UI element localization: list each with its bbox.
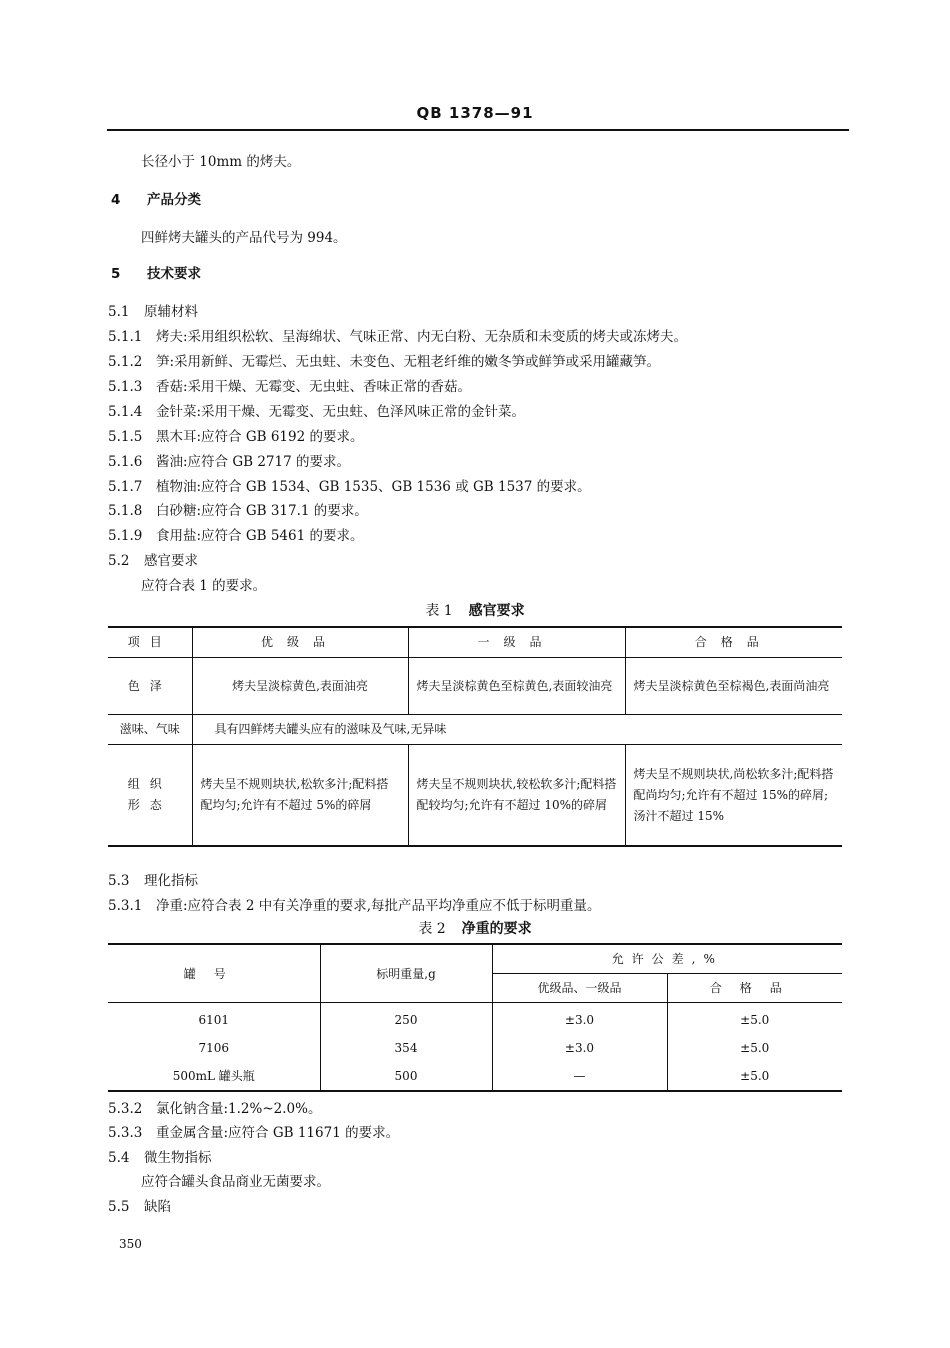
- clause-5-1-6: 5.1.6 酱油:应符合 GB 2717 的要求。: [108, 454, 350, 470]
- section-title: 理化指标: [144, 873, 198, 889]
- section-5-2-body: 应符合表 1 的要求。: [141, 578, 267, 594]
- clause-5-1-5: 5.1.5 黑木耳:应符合 GB 6192 的要求。: [108, 429, 364, 445]
- table-cell: ±5.0: [667, 1003, 842, 1035]
- header-cell: 优级品: [192, 627, 408, 658]
- doc-header: QB 1378—91: [416, 104, 534, 122]
- section-number: 5.1: [108, 304, 130, 320]
- section-4-heading: [111, 188, 201, 208]
- caption-number: 表 1: [425, 603, 453, 619]
- clause-5-1-9: 5.1.9 食用盐:应符合 GB 5461 的要求。: [108, 528, 364, 544]
- table-cell: 500mL 罐头瓶: [108, 1062, 320, 1091]
- header-cell: 允许公差,%: [492, 944, 842, 974]
- section-5-3-heading: [108, 869, 198, 889]
- table-row: [108, 658, 842, 715]
- table-row: [108, 1062, 842, 1091]
- table-cell: ±3.0: [492, 1003, 667, 1035]
- table-cell: —: [492, 1062, 667, 1091]
- table-2-caption: [0, 918, 950, 938]
- caption-title: 感官要求: [468, 603, 525, 619]
- section-5-2-heading: [108, 549, 198, 569]
- clause-5-1-1: 5.1.1 烤夫:采用组织松软、呈海绵状、气味正常、内无白粉、无杂质和未变质的烤夫或冻烤夫。: [108, 329, 688, 345]
- clause-5-1-4: 5.1.4 金针菜:采用干燥、无霉变、无虫蛀、色泽风味正常的金针菜。: [108, 404, 526, 420]
- table-cell: ±5.0: [667, 1062, 842, 1091]
- section-5-1-heading: [108, 300, 198, 320]
- clause-5-3-2: 5.3.2 氯化钠含量:1.2%~2.0%。: [108, 1101, 322, 1117]
- section-title: 缺陷: [144, 1199, 171, 1215]
- table-cell: 烤夫呈淡棕黄色至棕黄色,表面较油亮: [408, 658, 625, 715]
- clause-5-1-2: 5.1.2 笋:采用新鲜、无霉烂、无虫蛀、未变色、无粗老纤维的嫩冬笋或鲜笋或采用罐藏笋。: [108, 354, 661, 370]
- row-label: 组织形态: [108, 745, 192, 847]
- clause-5-1-3: 5.1.3 香菇:采用干燥、无霉变、无虫蛀、香味正常的香菇。: [108, 379, 472, 395]
- section-number: 5.5: [108, 1199, 130, 1215]
- header-cell: 标明重量,g: [320, 944, 492, 1003]
- table-cell: 6101: [108, 1003, 320, 1035]
- header-cell: 罐号: [108, 944, 320, 1003]
- section-title: 微生物指标: [144, 1150, 212, 1166]
- section-5-4-body: 应符合罐头食品商业无菌要求。: [141, 1174, 330, 1190]
- header-cell: 一级品: [408, 627, 625, 658]
- row-label: 滋味、气味: [108, 715, 192, 745]
- section-5-5-heading: [108, 1195, 171, 1215]
- clause-5-3-1: 5.3.1 净重:应符合表 2 中有关净重的要求,每批产品平均净重应不低于标明重量。: [108, 898, 601, 914]
- section-number: 5: [111, 266, 121, 282]
- table-cell: ±3.0: [492, 1034, 667, 1062]
- header-cell: 合格品: [667, 974, 842, 1003]
- section-number: 5.3: [108, 873, 130, 889]
- clause-5-1-8: 5.1.8 白砂糖:应符合 GB 317.1 的要求。: [108, 503, 368, 519]
- section-4-body: 四鲜烤夫罐头的产品代号为 994。: [141, 230, 347, 246]
- clause-5-1-7: 5.1.7 植物油:应符合 GB 1534、GB 1535、GB 1536 或 GB 1537 的要求。: [108, 479, 591, 495]
- section-title: 产品分类: [147, 192, 201, 208]
- table-header-row: [108, 944, 842, 974]
- table-cell-merged: 具有四鲜烤夫罐头应有的滋味及气味,无异味: [192, 715, 842, 745]
- table-cell: 500: [320, 1062, 492, 1091]
- table-cell: 354: [320, 1034, 492, 1062]
- header-cell: 优级品、一级品: [492, 974, 667, 1003]
- table-1-caption: [0, 600, 950, 620]
- table-cell: 烤夫呈不规则块状,尚松软多汁;配料搭配尚均匀;允许有不超过 15%的碎屑;汤汁不超过 15%: [625, 745, 842, 847]
- clause-5-3-3: 5.3.3 重金属含量:应符合 GB 11671 的要求。: [108, 1125, 400, 1141]
- table-cell: 烤夫呈淡棕黄色,表面油亮: [192, 658, 408, 715]
- section-title: 感官要求: [144, 553, 198, 569]
- header-cell: 项目: [108, 627, 192, 658]
- caption-title: 净重的要求: [461, 921, 532, 937]
- table-row: [108, 1034, 842, 1062]
- section-title: 原辅材料: [144, 304, 198, 320]
- table-cell: ±5.0: [667, 1034, 842, 1062]
- section-5-4-heading: [108, 1146, 212, 1166]
- section-number: 5.2: [108, 553, 130, 569]
- table-row: [108, 1003, 842, 1035]
- page-number: 350: [119, 1237, 142, 1251]
- caption-number: 表 2: [418, 921, 446, 937]
- section-title: 技术要求: [147, 266, 201, 282]
- table-header-row: [108, 627, 842, 658]
- section-number: 4: [111, 192, 121, 208]
- section-5-heading: [111, 262, 201, 282]
- table-cell: 烤夫呈淡棕黄色至棕褐色,表面尚油亮: [625, 658, 842, 715]
- table-row: [108, 745, 842, 847]
- continuation-line: 长径小于 10mm 的烤夫。: [141, 154, 301, 170]
- table-cell: 250: [320, 1003, 492, 1035]
- section-number: 5.4: [108, 1150, 130, 1166]
- sensory-requirements-table: [108, 626, 842, 847]
- table-cell: 7106: [108, 1034, 320, 1062]
- table-row: [108, 715, 842, 745]
- row-label: 色泽: [108, 658, 192, 715]
- table-cell: 烤夫呈不规则块状,较松软多汁;配料搭配较均匀;允许有不超过 10%的碎屑: [408, 745, 625, 847]
- net-weight-table: [108, 943, 842, 1092]
- header-cell: 合格品: [625, 627, 842, 658]
- table-cell: 烤夫呈不规则块状,松软多汁;配料搭配均匀;允许有不超过 5%的碎屑: [192, 745, 408, 847]
- header-rule: [107, 129, 849, 131]
